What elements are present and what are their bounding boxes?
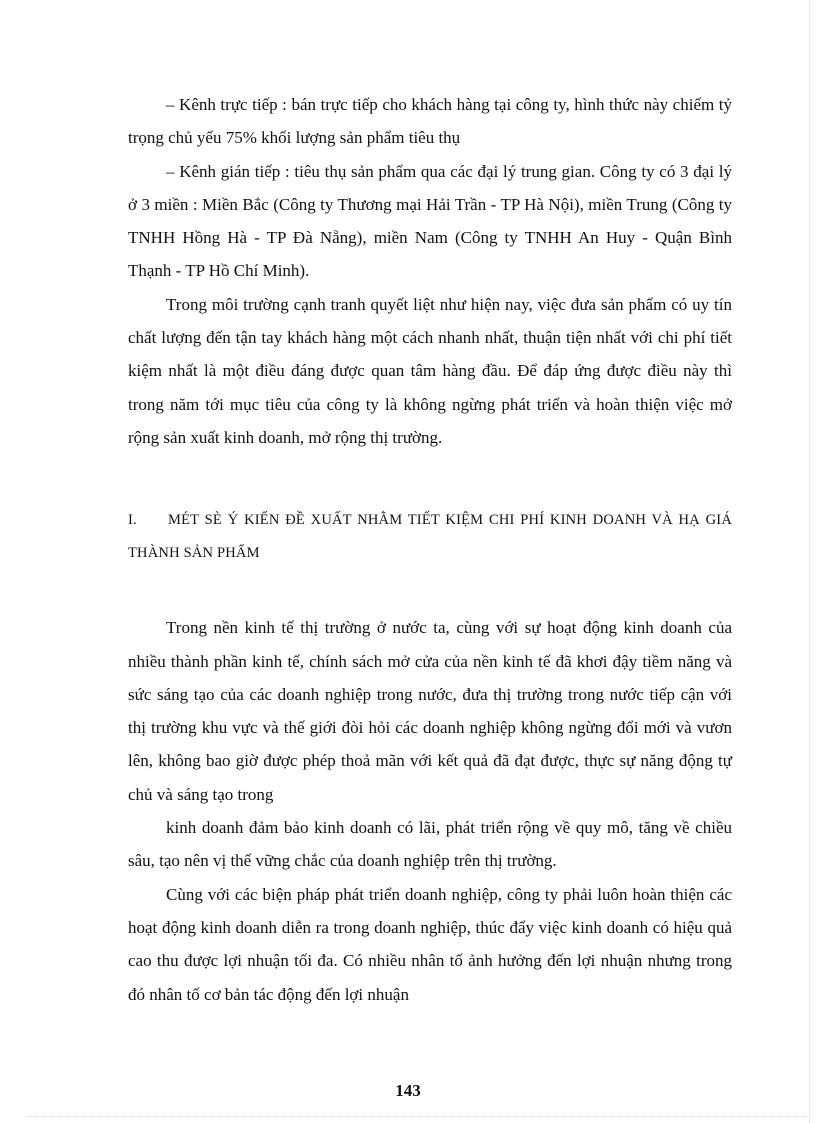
section-heading <box>128 504 732 570</box>
paragraph-market-economy: Trong nền kinh tế thị trường ở nước ta, cùng với sự hoạt động kinh doanh của nhiều thành phần kinh tế, chính sách mở cửa của nền kinh tế đã khơi đậy tiềm năng và sức sáng tạo của các doanh nghiệp trong nước, đưa thị trường trong nước tiếp cận với thị trường khu vực và thế giới đòi hỏi các doanh nghiệp không ngừng đổi mới và vươn lên, không bao giờ được phép thoả mãn với kết quả đã đạt được, thực sự năng động tự chủ và sáng tạo trong <box>128 618 732 804</box>
paragraph-business-profit: kinh doanh đảm bảo kinh doanh có lãi, phát triển rộng về quy mô, tăng về chiều sâu, tạo nên vị thế vững chắc của doanh nghiệp trên thị trường. <box>128 818 732 871</box>
paragraph-direct-channel: – Kênh trực tiếp : bán trực tiếp cho khách hàng tại công ty, hình thức này chiếm tỷ trọng chủ yếu 75% khối lượng sản phẩm tiêu thụ <box>128 95 732 148</box>
paragraph-competition: Trong môi trường cạnh tranh quyết liệt như hiện nay, việc đưa sản phẩm có uy tín chất lượng đến tận tay khách hàng một cách nhanh nhất, thuận tiện nhất với chi phí tiết kiệm nhất là một điều đáng được quan tâm hàng đầu. Để đáp ứng được điều này thì trong năm tới mục tiêu của công ty là không ngừng phát triển và hoàn thiện việc mở rộng sản xuất kinh doanh, mở rộng thị trường. <box>128 294 732 447</box>
section-title: MÉT SÈ Ý KIẾN ĐỀ XUẤT NHẰM TIẾT KIỆM CHI PHÍ KINH DOANH VÀ HẠ GIÁ THÀNH SẢN PHẨM <box>128 512 732 562</box>
page-edge-bottom <box>28 1116 810 1117</box>
paragraph-indirect-channel: – Kênh gián tiếp : tiêu thụ sản phẩm qua các đại lý trung gian. Công ty có 3 đại lý ở 3 miền : Miền Bắc (Công ty Thương mại Hải Trần - TP Hà Nội), miền Trung (Công ty TNHH Hồng Hà - TP Đà Nẵng), miền Nam (Công ty TNHH An Huy - Quận Bình Thạnh - TP Hồ Chí Minh). <box>128 161 732 281</box>
spacer <box>128 570 732 611</box>
section-number: I. <box>128 512 137 529</box>
document-body <box>128 88 732 1011</box>
page-number: 143 <box>395 1081 421 1100</box>
page-edge-right <box>809 0 810 1123</box>
paragraph-improvement: Cùng với các biện pháp phát triển doanh nghiệp, công ty phải luôn hoàn thiện các hoạt động kinh doanh diễn ra trong doanh nghiệp, thúc đẩy việc kinh doanh có hiệu quả cao thu được lợi nhuận tối đa. Có nhiều nhân tố ảnh hưởng đến lợi nhuận nhưng trong đó nhân tố cơ bản tác động đến lợi nhuận <box>128 884 732 1004</box>
